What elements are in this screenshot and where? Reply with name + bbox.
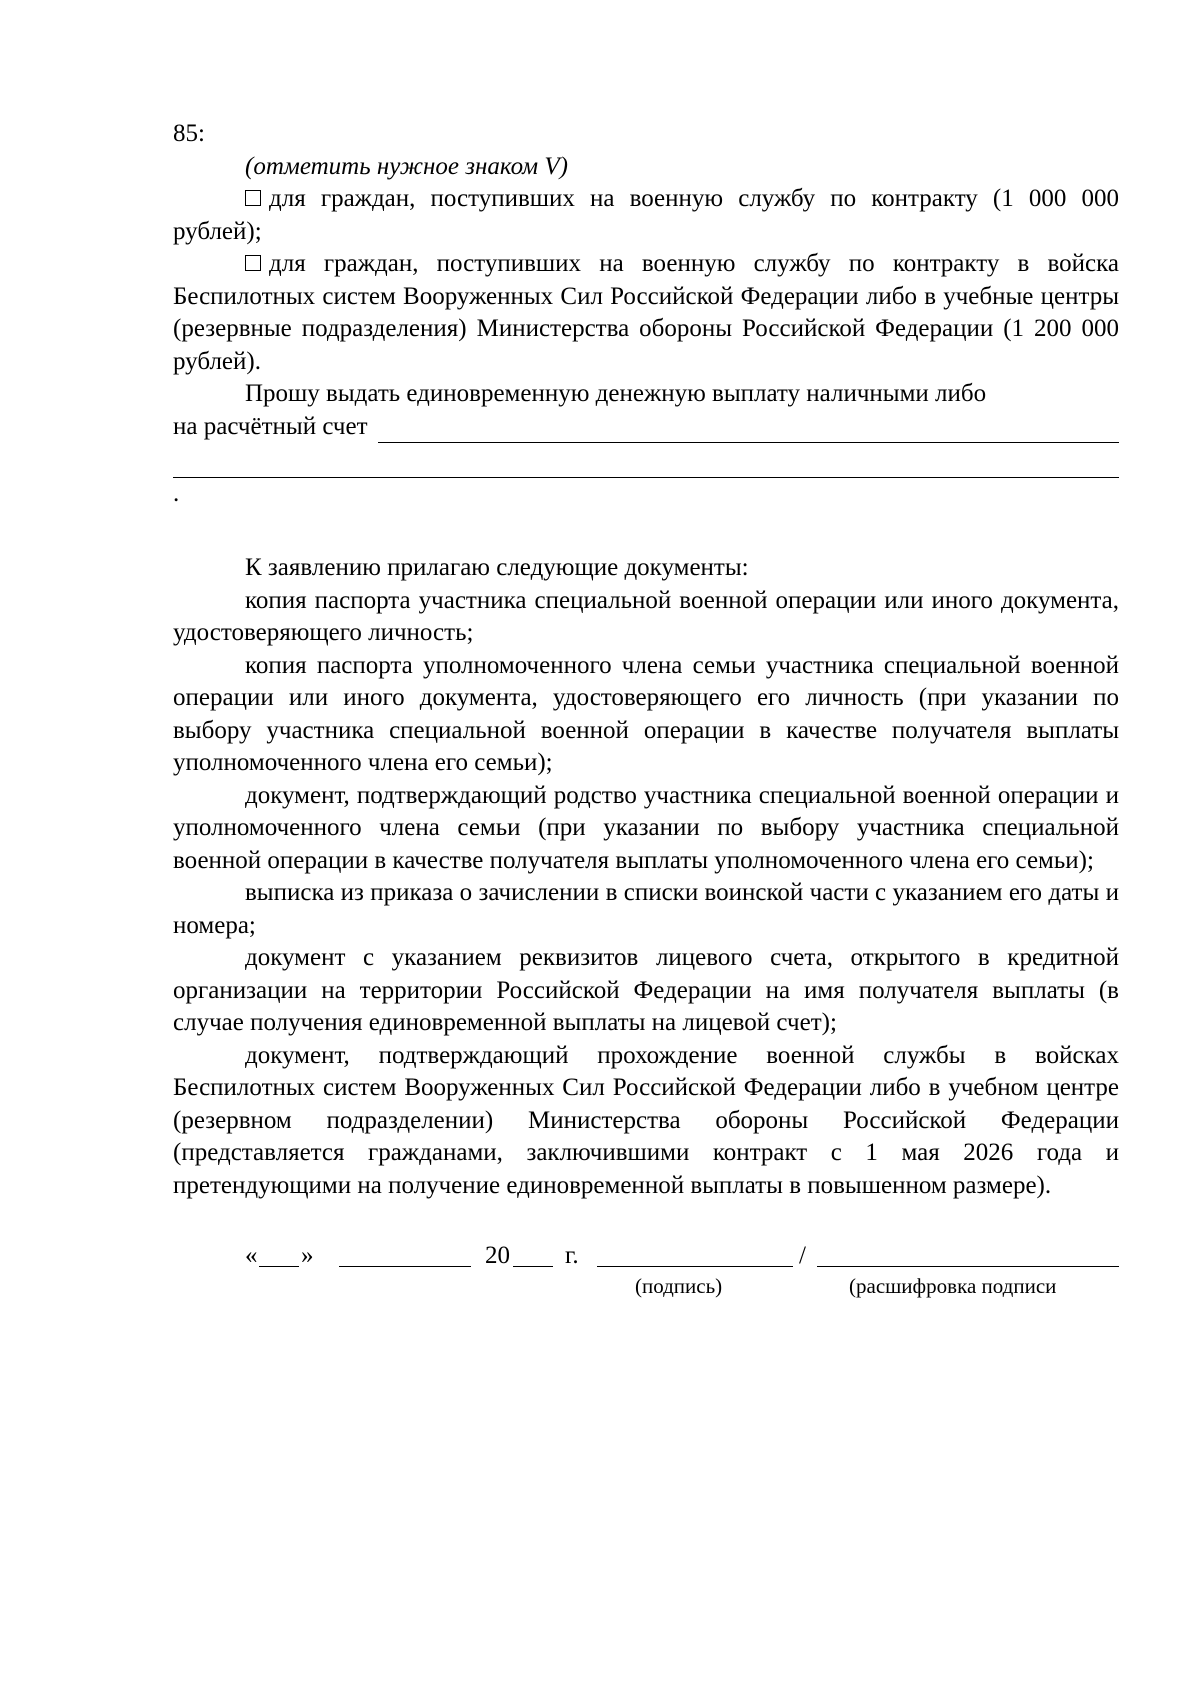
- checkbox-icon[interactable]: [245, 255, 261, 271]
- attachment-item: документ, подтверждающий прохождение военной службы в войсках Беспилотных систем Вооруженных Сил Российской Федерации либо в учебном центре (резервном подразделении) Министерства обороны Российской Федерации (представляется гражданами, заключившими контракт с 1 мая 2026 года и претендующими на получение единовременной выплаты в повышенном размере).: [173, 1041, 1119, 1199]
- attachment-item: документ с указанием реквизитов лицевого счета, открытого в кредитной организации на территории Российской Федерации на имя получателя выплаты (в случае получения единовременной выплаты на лицевой счет);: [173, 944, 1119, 1036]
- terminal-dot: .: [173, 480, 180, 507]
- option-label: для граждан, поступивших на военную службу по контракту (1 000 000 рублей);: [173, 185, 1119, 245]
- quote-close: »: [301, 1242, 314, 1269]
- signature-row: [173, 1240, 1119, 1274]
- account-continuation-field[interactable]: [173, 451, 1119, 478]
- signature-decoding-field[interactable]: [817, 1240, 1119, 1267]
- checkbox-icon[interactable]: [245, 190, 261, 206]
- year-field[interactable]: [513, 1240, 553, 1267]
- signature-field[interactable]: [597, 1240, 793, 1267]
- account-number-field[interactable]: [378, 418, 1119, 443]
- year-suffix: г.: [565, 1242, 579, 1269]
- attachment-item: копия паспорта уполномоченного члена семьи участника специальной военной операции или иного документа, удостоверяющего его личность (при указании по выбору участника специальной военной операции в качестве получателя выплаты уполномоченного члена его семьи);: [173, 651, 1119, 776]
- signature-caption: (подпись): [635, 1274, 723, 1298]
- mark-instruction: (отметить нужное знаком V): [245, 152, 568, 180]
- payment-request: Прошу выдать единовременную денежную выплату наличными либо: [245, 380, 987, 407]
- option-drone-forces-contract: [173, 248, 1119, 378]
- option-label: для граждан, поступивших на военную службу по контракту в войска Беспилотных систем Вооруженных Сил Российской Федерации либо в учебные центры (резервные подразделения) Министерства обороны Российской Федерации (1 200 000 рублей).: [173, 250, 1119, 375]
- paragraph-number: 85:: [173, 120, 205, 147]
- day-field[interactable]: [259, 1240, 299, 1267]
- option-regular-contract: [173, 183, 1119, 248]
- document-page: [173, 110, 1119, 1304]
- account-label: на расчётный счет: [173, 412, 368, 440]
- attachment-item: документ, подтверждающий родство участника специальной военной операции и уполномоченного члена семьи (при указании по выбору участника специальной военной операции в качестве получателя выплаты уполномоченного члена его семьи);: [173, 781, 1119, 874]
- attachment-item: выписка из приказа о зачислении в списки воинской части с указанием его даты и номера;: [173, 879, 1119, 939]
- year-prefix: 20: [485, 1242, 510, 1269]
- decoding-caption: (расшифровка подписи: [849, 1274, 1057, 1298]
- month-field[interactable]: [339, 1240, 471, 1267]
- quote-open: «: [245, 1242, 258, 1269]
- account-line: [173, 411, 1119, 444]
- signature-captions: [173, 1274, 1119, 1304]
- attachments-heading: К заявлению прилагаю следующие документы:: [245, 554, 749, 581]
- attachment-item: копия паспорта участника специальной военной операции или иного документа, удостоверяющего личность;: [173, 586, 1119, 646]
- signature-separator: /: [799, 1242, 806, 1269]
